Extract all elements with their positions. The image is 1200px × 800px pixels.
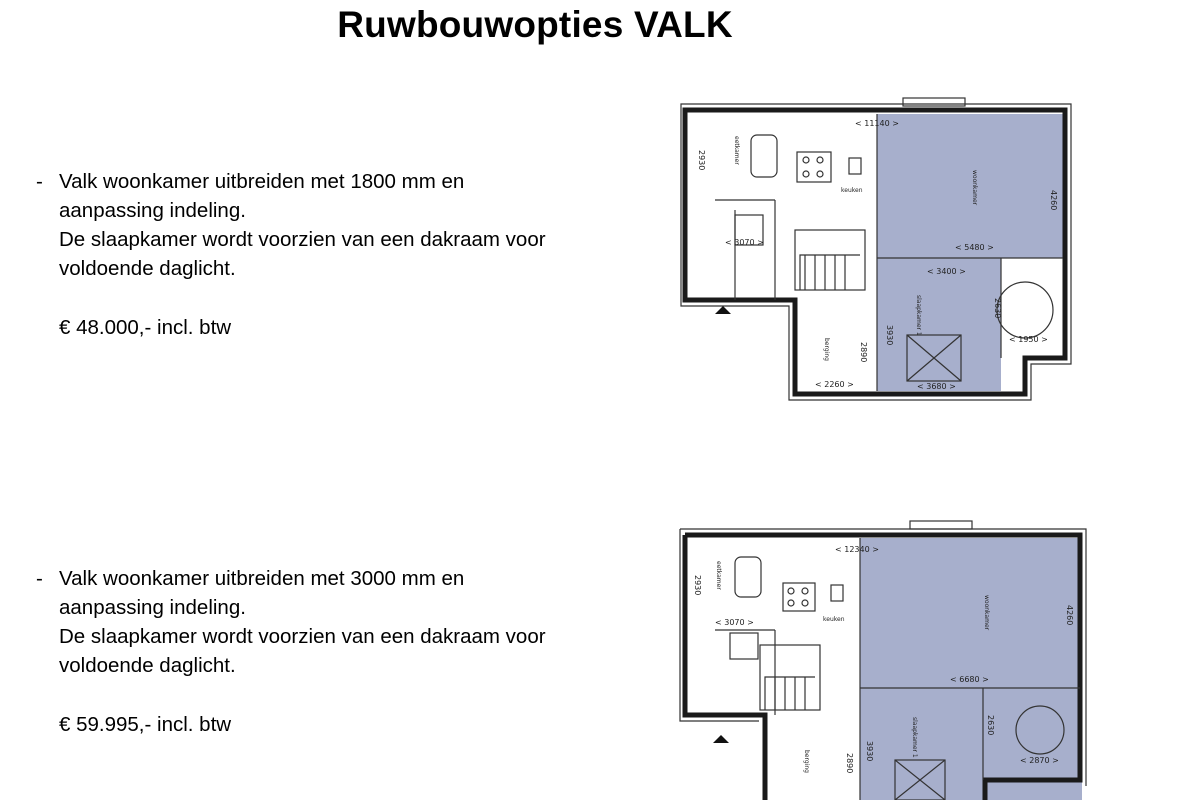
- room-label: woonkamer: [971, 170, 978, 206]
- description-line: Valk woonkamer uitbreiden met 3000 mm en: [59, 567, 465, 590]
- room-label: berging: [803, 750, 810, 773]
- highlight-bedroom: [877, 258, 1001, 391]
- room-label: slaapkamer 1: [911, 717, 918, 758]
- highlight-bedroom: [860, 688, 1082, 800]
- floor-plan-drawing: [655, 80, 1085, 430]
- option-1: [36, 167, 626, 342]
- entrance-arrow-icon: [713, 735, 729, 743]
- description-line: De slaapkamer wordt voorzien van een dakraam voor: [59, 228, 546, 251]
- dim-label: < 3070 >: [725, 238, 764, 247]
- dim-label: 2930: [697, 150, 706, 171]
- dim-label: 3930: [865, 741, 874, 762]
- option-2: [36, 564, 626, 739]
- dim-label: 2890: [859, 342, 868, 363]
- description-line: aanpassing indeling.: [59, 199, 246, 222]
- option-price: € 48.000,- incl. btw: [59, 316, 232, 339]
- description-line: voldoende daglicht.: [59, 654, 236, 677]
- dim-label: 4260: [1065, 605, 1074, 626]
- bullet-dash: -: [36, 170, 43, 193]
- bullet-dash: -: [36, 567, 43, 590]
- dim-label: < 5480 >: [955, 243, 994, 252]
- description-line: De slaapkamer wordt voorzien van een dakraam voor: [59, 625, 546, 648]
- description-line: aanpassing indeling.: [59, 596, 246, 619]
- dim-label: 4260: [1049, 190, 1058, 211]
- dim-label: < 12340 >: [835, 545, 879, 554]
- description-line: voldoende daglicht.: [59, 257, 236, 280]
- dim-label: < 2260 >: [815, 380, 854, 389]
- entrance-arrow-icon: [715, 306, 731, 314]
- description-line: Valk woonkamer uitbreiden met 1800 mm en: [59, 170, 465, 193]
- dim-label: < 3400 >: [927, 267, 966, 276]
- dim-label: < 3070 >: [715, 618, 754, 627]
- dim-label: 2630: [986, 715, 995, 736]
- room-label: eetkamer: [715, 561, 722, 590]
- highlight-living: [860, 538, 1082, 688]
- dim-label: < 6680 >: [950, 675, 989, 684]
- floor-plan-option-2: [655, 505, 1105, 800]
- room-label: woonkamer: [983, 595, 990, 631]
- room-label: slaapkamer 1: [915, 295, 922, 336]
- room-label: eetkamer: [733, 136, 740, 165]
- dim-label: < 2870 >: [1020, 756, 1059, 765]
- dim-label: < 1950 >: [1009, 335, 1048, 344]
- option-description: [59, 167, 626, 283]
- floor-plan-option-1: [655, 80, 1085, 430]
- dim-label: < 11140 >: [855, 119, 899, 128]
- room-label: keuken: [823, 616, 845, 623]
- highlight-living: [877, 114, 1063, 258]
- floor-plan-drawing: [655, 505, 1105, 800]
- page-title: Ruwbouwopties VALK: [337, 4, 733, 45]
- option-price: € 59.995,- incl. btw: [59, 713, 232, 736]
- dim-label: 3930: [885, 325, 894, 346]
- room-label: berging: [823, 338, 830, 361]
- dim-label: 2630: [993, 298, 1002, 319]
- dim-label: < 3680 >: [917, 382, 956, 391]
- dim-label: 2930: [693, 575, 702, 596]
- dim-label: 2890: [845, 753, 854, 774]
- option-description: [59, 564, 626, 680]
- room-label: keuken: [841, 187, 863, 194]
